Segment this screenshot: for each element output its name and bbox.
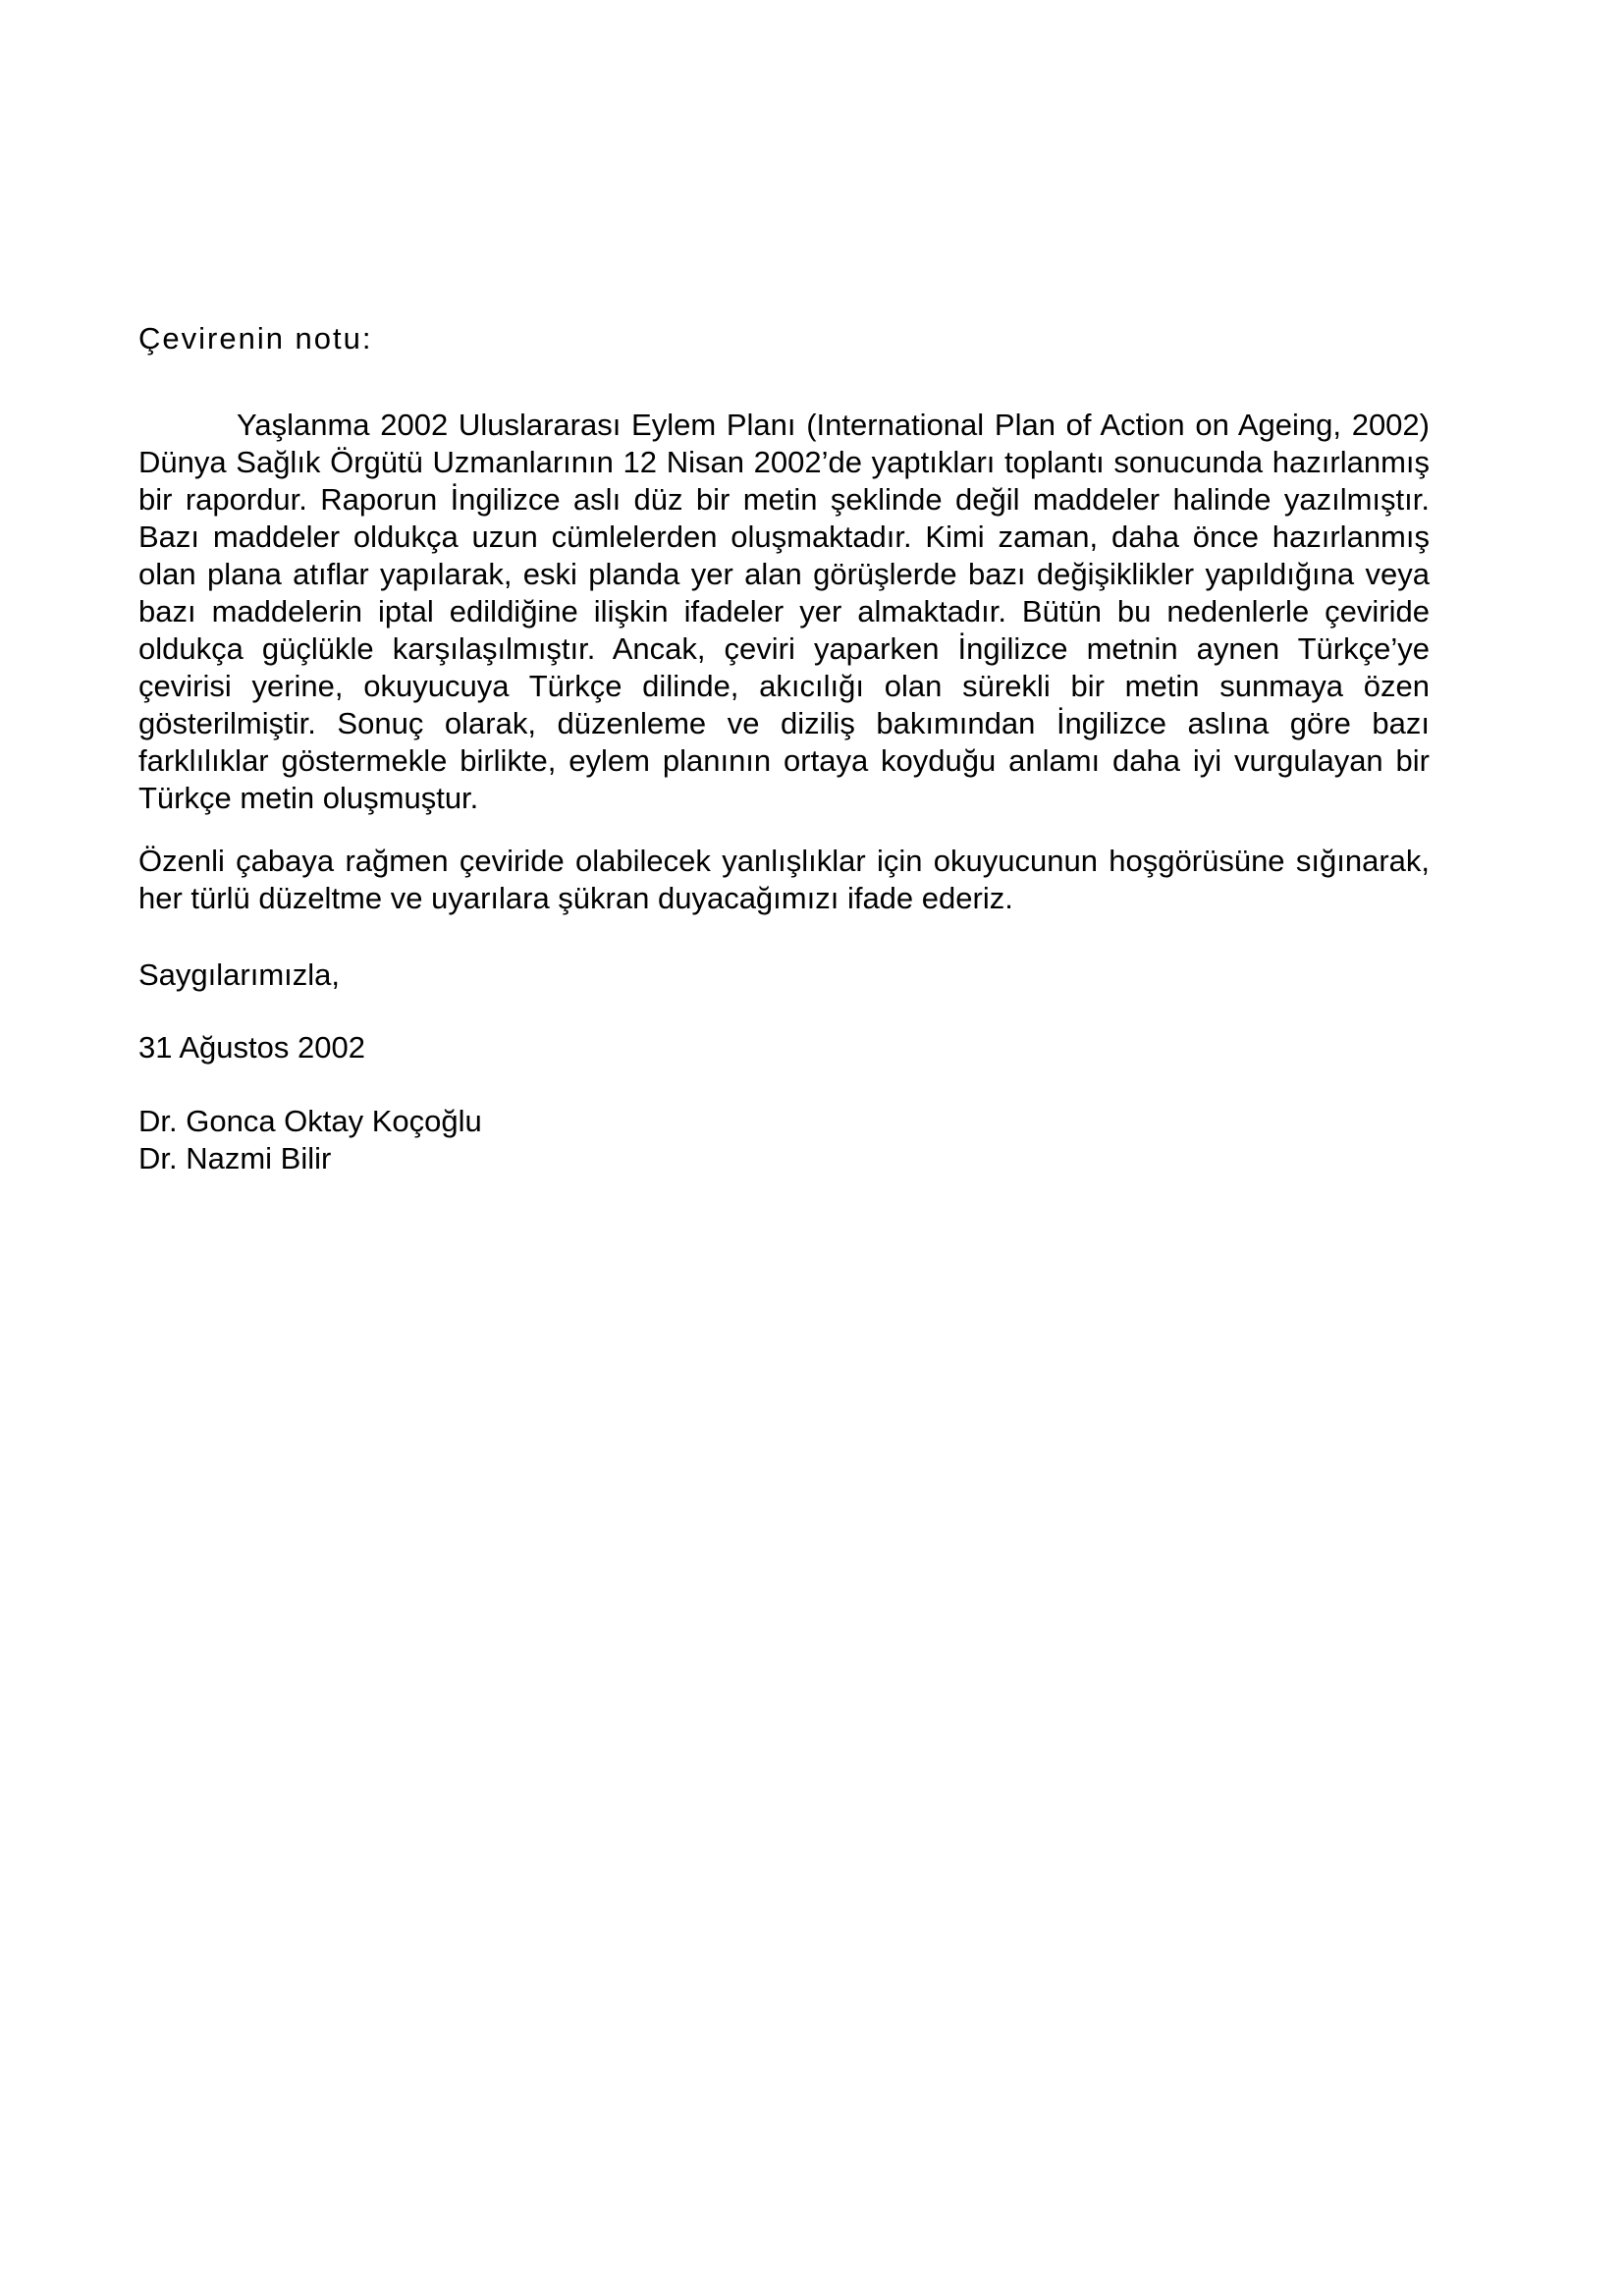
translator-note-heading: Çevirenin notu: <box>138 321 373 355</box>
signature-line-2: Dr. Nazmi Bilir <box>138 1141 332 1175</box>
letter-date: 31 Ağustos 2002 <box>138 1030 365 1065</box>
closing-salutation: Saygılarımızla, <box>138 957 341 992</box>
paragraph-apology-request: Özenli çabaya rağmen çeviride olabilecek yanlışlıklar için okuyucunun hoşgörüsüne sığınarak, her türlü düzeltme ve uyarılara şükran duyacağımızı ifade ederiz. <box>138 844 1430 915</box>
letter-body <box>138 320 1430 1177</box>
paragraph-translation-explanation: Yaşlanma 2002 Uluslararası Eylem Planı (International Plan of Action on Ageing, 2002) Dünya Sağlık Örgütü Uzmanlarının 12 Nisan 2002’de yaptıkları toplantı sonucunda hazırlanmış bir rapordur. Raporun İngilizce aslı düz bir metin şeklinde değil maddeler halinde yazılmıştır. Bazı maddeler oldukça uzun cümlelerden oluşmaktadır. Kimi zaman, daha önce hazırlanmış olan plana atıflar yapılarak, eski planda yer alan görüşlerde bazı değişiklikler yapıldığına veya bazı maddelerin iptal edildiğine ilişkin ifadeler yer almaktadır. Bütün bu nedenlerle çeviride oldukça güçlükle karşılaşılmıştır. Ancak, çeviri yaparken İngilizce metnin aynen Türkçe’ye çevirisi yerine, okuyucuya Türkçe dilinde, akıcılığı olan sürekli bir metin sunmaya özen gösterilmiştir. Sonuç olarak, düzenleme ve diziliş bakımından İngilizce aslına göre bazı farklılıklar göstermekle birlikte, eylem planının ortaya koyduğu anlamı daha iyi vurgulayan bir Türkçe metin oluşmuştur. <box>138 408 1430 815</box>
signature-line-1: Dr. Gonca Oktay Koçoğlu <box>138 1104 482 1138</box>
